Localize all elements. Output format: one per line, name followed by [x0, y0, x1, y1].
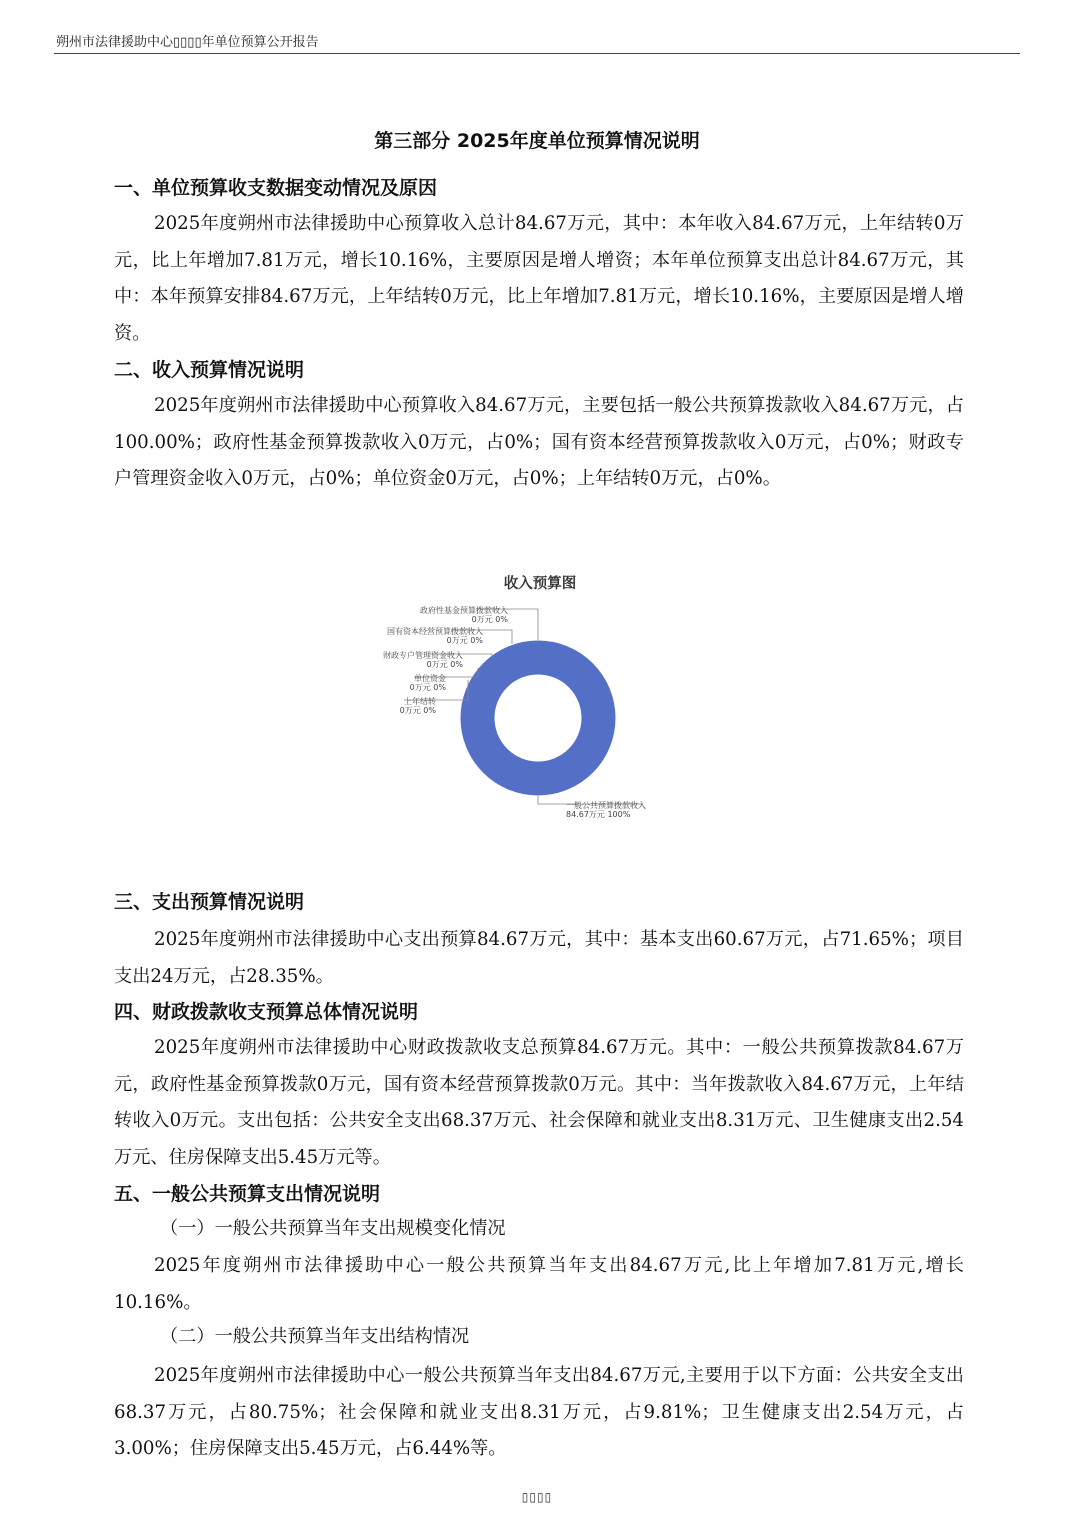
section-paragraph-5a: 2025年度朔州市法律援助中心一般公共预算当年支出84.67万元,比上年增加7.81万元,增长10.16%。 — [114, 1255, 964, 1313]
section-heading-4: 四、财政拨款收支预算总体情况说明 — [114, 1001, 419, 1023]
section-paragraph-5b: 2025年度朔州市法律援助中心一般公共预算当年支出84.67万元,主要用于以下方面：公共安全支出68.37万元，占80.75%；社会保障和就业支出8.31万元，占9.81%；卫生健康支出2.54万元，占3.00%；住房保障支出5.45万元，占6.44%等。 — [114, 1365, 964, 1459]
slice-label-4: 单位资金 — [414, 674, 446, 683]
donut-slice-0 — [460, 640, 616, 796]
report-header: 朔州市法律援助中心▯▯▯▯年单位预算公开报告 — [56, 35, 319, 50]
section-paragraph-4: 2025年度朔州市法律援助中心财政拨款收支总预算84.67万元。其中：一般公共预算拨款84.67万元，政府性基金预算拨款0万元，国有资本经营预算拨款0万元。其中：当年拨款收入84.67万元，上年结转收入0万元。支出包括：公共安全支出68.37万元、社会保障和就业支出8.31万元、卫生健康支出2.54万元、住房保障支出5.45万元等。 — [114, 1037, 964, 1168]
slice-value-label-0: 84.67万元 100% — [566, 810, 631, 819]
donut-chart-svg — [320, 568, 760, 838]
slice-value-label-2: 0万元 0% — [446, 636, 483, 645]
slice-label-3: 财政专户管理资金收入 — [383, 651, 463, 660]
slice-label-1: 政府性基金预算拨款收入 — [420, 606, 508, 615]
page-title: 第三部分 2025年度单位预算情况说明 — [374, 130, 700, 152]
slice-value-label-4: 0万元 0% — [409, 683, 446, 692]
slice-value-label-3: 0万元 0% — [426, 660, 463, 669]
slice-label-5: 上年结转 — [404, 697, 436, 706]
subsection-heading-1: （一）一般公共预算当年支出规模变化情况 — [160, 1218, 506, 1239]
section-paragraph-3: 2025年度朔州市法律援助中心支出预算84.67万元，其中：基本支出60.67万元，占71.65%；项目支出24万元，占28.35%。 — [114, 929, 964, 987]
chart-title: 收入预算图 — [503, 576, 577, 592]
header-divider — [54, 53, 1020, 54]
slice-value-label-1: 0万元 0% — [471, 615, 508, 624]
income-budget-chart — [320, 568, 760, 838]
section-heading-5: 五、一般公共预算支出情况说明 — [114, 1183, 381, 1205]
section-heading-3: 三、支出预算情况说明 — [114, 891, 305, 913]
slice-value-label-5: 0万元 0% — [399, 706, 436, 715]
section-heading-1: 一、单位预算收支数据变动情况及原因 — [114, 177, 438, 199]
section-paragraph-1: 2025年度朔州市法律援助中心预算收入总计84.67万元，其中：本年收入84.67万元，上年结转0万元，比上年增加7.81万元，增长10.16%，主要原因是增人增资；本年单位预算支出总计84.67万元，其中：本年预算安排84.67万元，上年结转0万元，比上年增加7.81万元，增长10.16%，主要原因是增人增资。 — [114, 213, 964, 344]
page-number: ▯▯▯▯ — [521, 1490, 553, 1504]
slice-label-0: 一般公共预算拨款收入 — [566, 801, 646, 810]
subsection-heading-2: （二）一般公共预算当年支出结构情况 — [160, 1326, 470, 1347]
slice-label-2: 国有资本经营预算拨款收入 — [387, 627, 483, 636]
section-paragraph-2: 2025年度朔州市法律援助中心预算收入84.67万元，主要包括一般公共预算拨款收入84.67万元，占100.00%；政府性基金预算拨款收入0万元，占0%；国有资本经营预算拨款收入0万元，占0%；财政专户管理资金收入0万元，占0%；单位资金0万元，占0%；上年结转0万元，占0%。 — [114, 395, 964, 489]
section-heading-2: 二、收入预算情况说明 — [114, 359, 305, 381]
